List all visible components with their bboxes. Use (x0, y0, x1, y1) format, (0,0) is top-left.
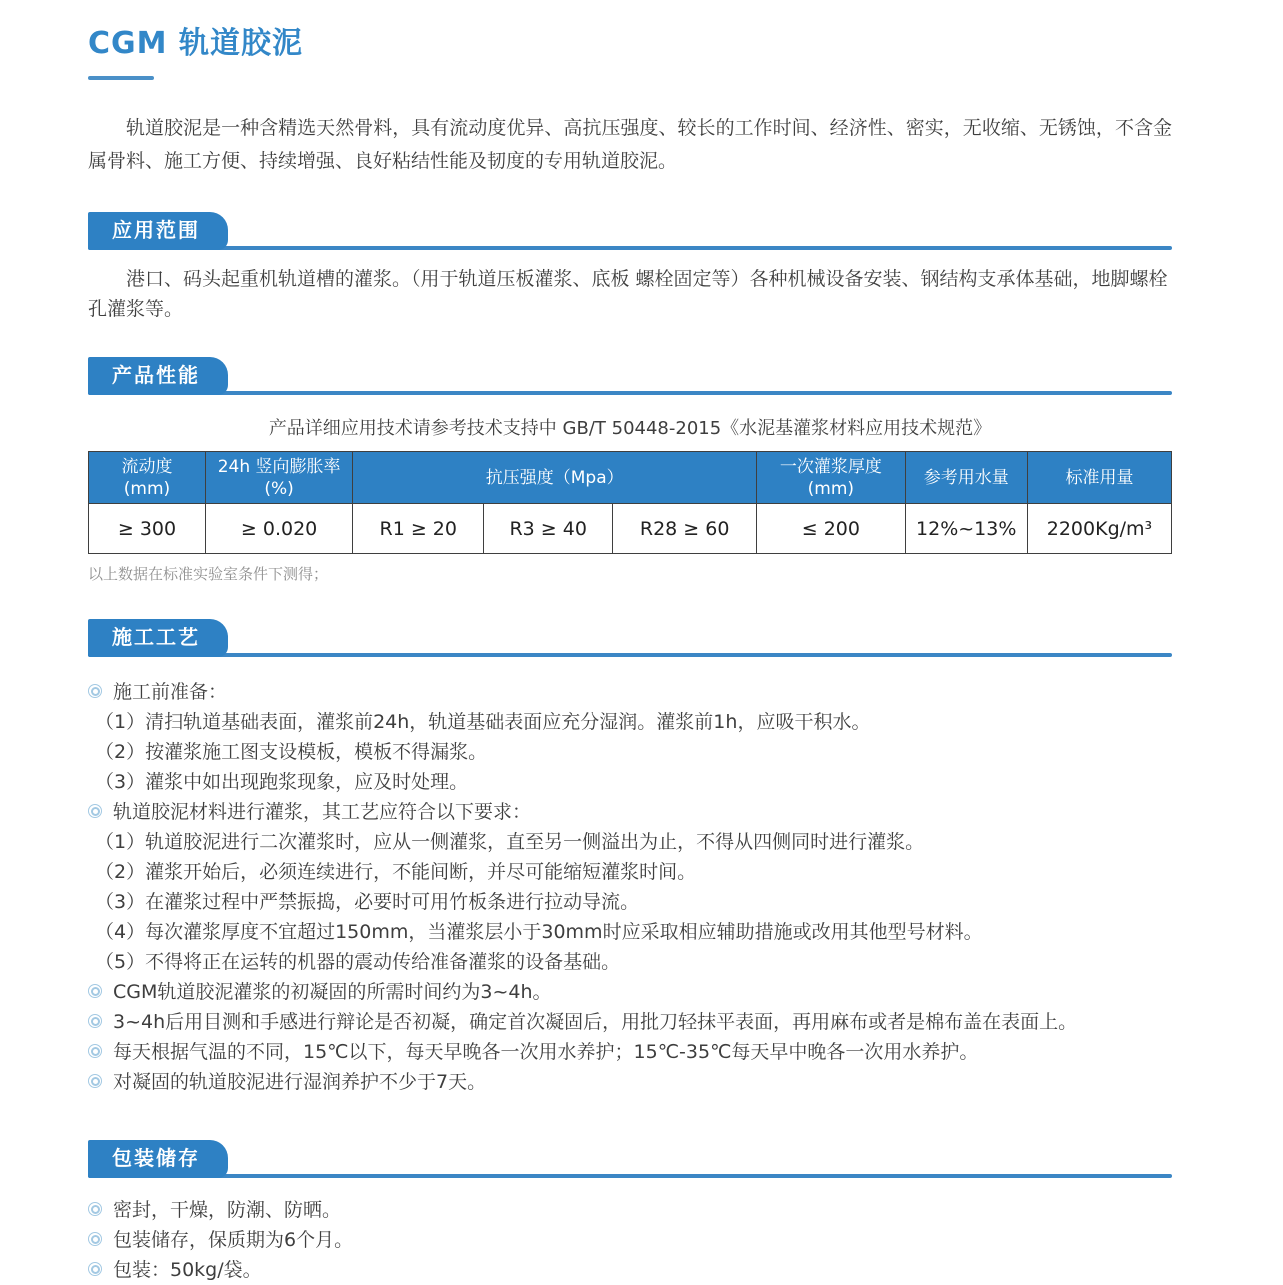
list-item-text: 施工前准备： (113, 681, 228, 703)
list-item-text: （4）每次灌浆厚度不宜超过150mm，当灌浆层小于30mm时应采取相应辅助措施或改用其他型号材料。 (95, 921, 983, 943)
value-vertical-expansion: ≥ 0.020 (205, 504, 352, 554)
list-item (88, 707, 1172, 737)
header-text: (mm) (807, 478, 855, 499)
header-text: (mm) (123, 478, 171, 499)
bullseye-bullet-icon (88, 804, 102, 818)
bullseye-bullet-icon (88, 1044, 102, 1058)
section-badge-process: 施工工艺 (88, 619, 228, 657)
page-title: CGM 轨道胶泥 (88, 26, 303, 61)
value-standard-usage: 2200Kg/m³ (1027, 504, 1171, 554)
value-grouting-thickness: ≤ 200 (757, 504, 905, 554)
list-item (88, 947, 1172, 977)
section-rule (88, 653, 1172, 657)
table-header-row (89, 452, 1172, 504)
section-process (88, 619, 1172, 1097)
value-strength-r1: R1 ≥ 20 (353, 504, 484, 554)
header-text: 参考用水量 (923, 467, 1009, 488)
header-text: 标准用量 (1065, 467, 1134, 488)
list-item (88, 797, 1172, 827)
bullseye-bullet-icon (88, 1232, 102, 1246)
list-item-text: （1）轨道胶泥进行二次灌浆时，应从一侧灌浆，直至另一侧溢出为止，不得从四侧同时进行灌浆。 (95, 831, 925, 853)
section-rule (88, 391, 1172, 395)
application-text: 港口、码头起重机轨道槽的灌浆。（用于轨道压板灌浆、底板 螺栓固定等）各种机械设备安装、钢结构支承体基础，地脚螺栓孔灌浆等。 (88, 268, 1168, 320)
packaging-list (88, 1195, 1172, 1285)
list-item (88, 1037, 1172, 1067)
section-badge-packaging: 包装储存 (88, 1140, 228, 1178)
list-item (88, 1007, 1172, 1037)
bullseye-bullet-icon (88, 1074, 102, 1088)
value-strength-r3: R3 ≥ 40 (484, 504, 613, 554)
section-heading-performance (88, 357, 1172, 395)
header-standard-usage (1027, 452, 1171, 504)
section-packaging (88, 1140, 1172, 1285)
header-flowability (89, 452, 206, 504)
list-item (88, 1225, 1172, 1255)
header-grouting-thickness (757, 452, 905, 504)
header-text: (%) (264, 478, 294, 499)
list-item-text: 包装：50kg/袋。 (113, 1259, 262, 1281)
value-water-consumption: 12%~13% (905, 504, 1027, 554)
header-water-consumption (905, 452, 1027, 504)
list-item (88, 1067, 1172, 1097)
list-item-text: （1）清扫轨道基础表面，灌浆前24h，轨道基础表面应充分湿润。灌浆前1h，应吸干积水。 (95, 711, 871, 733)
section-rule (88, 246, 1172, 250)
list-item (88, 1195, 1172, 1225)
list-item (88, 917, 1172, 947)
value-flowability: ≥ 300 (89, 504, 206, 554)
list-item (88, 977, 1172, 1007)
process-list (88, 677, 1172, 1097)
section-heading-application (88, 212, 1172, 250)
header-vertical-expansion (205, 452, 352, 504)
list-item-text: CGM轨道胶泥灌浆的初凝固的所需时间约为3~4h。 (113, 981, 552, 1003)
performance-note: 产品详细应用技术请参考技术支持中 GB/T 50448-2015《水泥基灌浆材料应用技术规范》 (268, 418, 992, 439)
section-heading-packaging (88, 1140, 1172, 1178)
table-footnote: 以上数据在标准实验室条件下测得； (88, 565, 329, 583)
list-item (88, 767, 1172, 797)
value-strength-r28: R28 ≥ 60 (613, 504, 757, 554)
header-text: 24h 竖向膨胀率 (217, 456, 341, 477)
bullseye-bullet-icon (88, 1202, 102, 1216)
list-item-text: （3）在灌浆过程中严禁振捣，必要时可用竹板条进行拉动导流。 (95, 891, 640, 913)
list-item-text: （2）按灌浆施工图支设模板，模板不得漏浆。 (95, 741, 488, 763)
list-item-text: 每天根据气温的不同，15℃以下，每天早晚各一次用水养护；15℃-35℃每天早中晚各一次用水养护。 (113, 1041, 979, 1063)
header-text: 流动度 (121, 456, 173, 477)
list-item (88, 1255, 1172, 1285)
section-rule (88, 1174, 1172, 1178)
list-item-text: （3）灌浆中如出现跑浆现象，应及时处理。 (95, 771, 469, 793)
header-text: 抗压强度（Mpa） (485, 467, 624, 488)
list-item (88, 827, 1172, 857)
section-badge-application: 应用范围 (88, 212, 228, 250)
list-item-text: 轨道胶泥材料进行灌浆，其工艺应符合以下要求： (113, 801, 532, 823)
list-item-text: 对凝固的轨道胶泥进行湿润养护不少于7天。 (113, 1071, 487, 1093)
bullseye-bullet-icon (88, 1014, 102, 1028)
list-item (88, 857, 1172, 887)
list-item-text: 3~4h后用目测和手感进行辩论是否初凝，确定首次凝固后，用批刀轻抹平表面，再用麻布或者是棉布盖在表面上。 (113, 1011, 1078, 1033)
performance-table (88, 451, 1172, 554)
list-item-text: （2）灌浆开始后，必须连续进行，不能间断，并尽可能缩短灌浆时间。 (95, 861, 697, 883)
title-underline (88, 76, 154, 80)
header-compressive-strength (353, 452, 757, 504)
bullseye-bullet-icon (88, 684, 102, 698)
bullseye-bullet-icon (88, 984, 102, 998)
bullseye-bullet-icon (88, 1262, 102, 1276)
section-application (88, 212, 1172, 324)
list-item (88, 887, 1172, 917)
section-performance (88, 357, 1172, 584)
section-badge-performance: 产品性能 (88, 357, 228, 395)
list-item-text: （5）不得将正在运转的机器的震动传给准备灌浆的设备基础。 (95, 951, 621, 973)
header-text: 一次灌浆厚度 (779, 456, 882, 477)
intro-paragraph: 轨道胶泥是一种含精选天然骨料，具有流动度优异、高抗压强度、较长的工作时间、经济性、密实，无收缩、无锈蚀，不含金属骨料、施工方便、持续增强、良好粘结性能及韧度的专用轨道胶泥。 (88, 117, 1172, 172)
list-item (88, 677, 1172, 707)
document-page (88, 0, 1172, 1285)
list-item-text: 包装储存，保质期为6个月。 (113, 1229, 354, 1251)
list-item (88, 737, 1172, 767)
list-item-text: 密封，干燥，防潮、防晒。 (113, 1199, 342, 1221)
section-heading-process (88, 619, 1172, 657)
table-value-row (89, 504, 1172, 554)
